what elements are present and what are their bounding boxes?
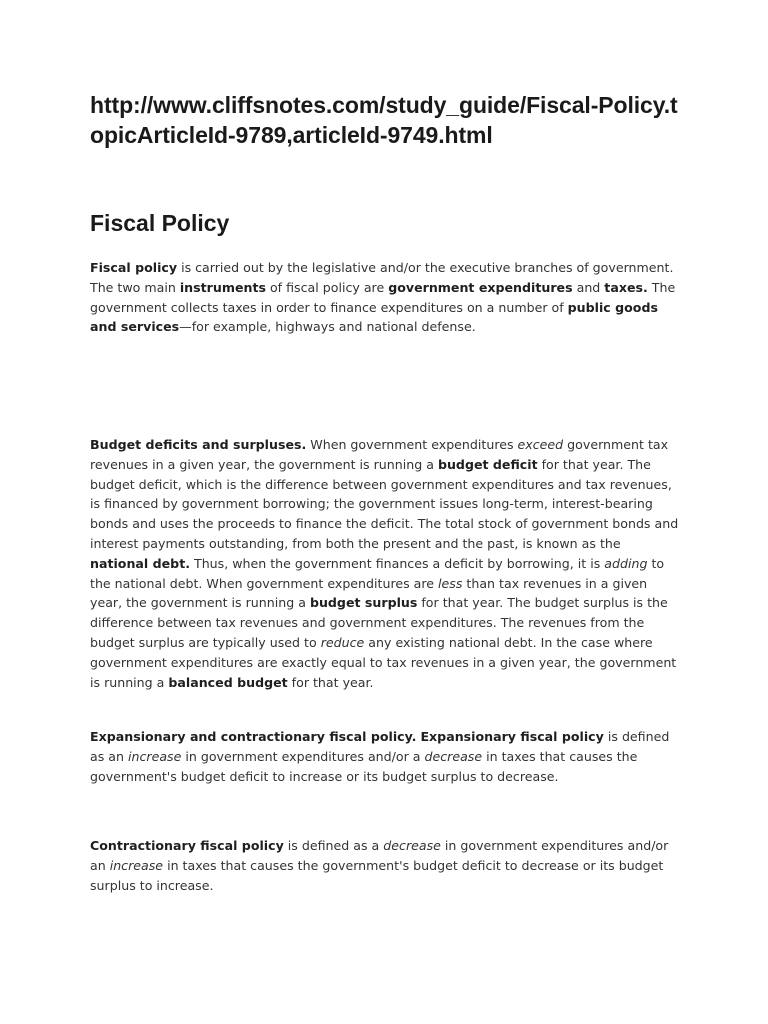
bold-term: national debt. [90, 555, 190, 571]
text-run: is defined as a [283, 838, 384, 853]
italic-emphasis: less [438, 575, 463, 591]
bold-term: taxes. [604, 279, 648, 295]
text-run: to the national debt. When government expenditures are [90, 555, 665, 591]
paragraph-budget-deficits [90, 435, 680, 692]
paragraph-intro [90, 258, 680, 337]
italic-emphasis: reduce [320, 634, 365, 650]
text-run: government tax revenues in a given year, the government is running a [90, 437, 669, 472]
italic-emphasis: increase [109, 857, 164, 873]
text-run: than tax revenues in a given year, the government is running a [90, 575, 648, 611]
text-run: for that year. The budget deficit, which is the difference between government expenditures and tax revenues, is financed by government borrowing; the government issues long-term, interest-bearing bonds and uses the proceeds to finance the deficit. The total stock of government bonds and interest payments outstanding, from both the present and the past, is known as the [90, 456, 679, 551]
bold-term: Fiscal policy [90, 260, 178, 275]
bold-term: instruments [179, 279, 266, 295]
text-run: in taxes that causes the government's budget deficit to increase or its budget surplus to decrease. [90, 748, 638, 784]
text-run: and [572, 279, 605, 295]
italic-emphasis: decrease [383, 838, 441, 853]
bold-term: government expenditures [388, 279, 573, 295]
italic-emphasis: increase [127, 748, 182, 764]
bold-term: Budget deficits and surpluses. [90, 437, 307, 452]
url-heading: http://www.cliffsnotes.com/study_guide/Fiscal-Policy.topicArticleId-9789,articleId-9749.html [90, 92, 678, 148]
text-run: in government expenditures and/or a [181, 748, 425, 764]
italic-emphasis: exceed [517, 437, 564, 452]
text-run: any existing national debt. In the case where government expenditures are exactly equal to tax revenues in a given year, the government is running a [90, 634, 677, 690]
text-run: is defined as an [90, 729, 670, 764]
text-run: in government expenditures and/or an [90, 838, 669, 873]
italic-emphasis: decrease [424, 748, 483, 764]
text-run: is carried out by the legislative and/or the executive branches of government. The two main [90, 260, 674, 295]
text-run: in taxes that causes the government's budget deficit to decrease or its budget surplus to increase. [90, 857, 664, 893]
text-run: Thus, when the government finances a deficit by borrowing, it is [190, 555, 605, 571]
text-run: for that year. The budget surplus is the difference between tax revenues and government expenditures. The revenues from the budget surplus are typically used to [90, 595, 668, 650]
italic-emphasis: adding [604, 555, 648, 571]
paragraph-expansionary [90, 727, 680, 786]
bold-term: budget deficit [437, 456, 538, 472]
bold-term: Expansionary and contractionary fiscal policy. [90, 729, 417, 744]
text-run: —for example, highways and national defense. [179, 319, 476, 335]
bold-term: budget surplus [309, 595, 418, 611]
text-run: When government expenditures [306, 437, 518, 452]
bold-term: balanced budget [168, 674, 288, 690]
section-title: Fiscal Policy [90, 210, 230, 236]
text-run: The government collects taxes in order to finance expenditures on a number of [90, 279, 676, 315]
bold-term: public goods and services [90, 299, 658, 335]
bold-term: Contractionary fiscal policy [90, 838, 284, 853]
text-run: of fiscal policy are [265, 279, 389, 295]
text-run: for that year. [287, 674, 374, 690]
bold-term: Expansionary fiscal policy [420, 729, 604, 744]
paragraph-contractionary [90, 836, 680, 895]
